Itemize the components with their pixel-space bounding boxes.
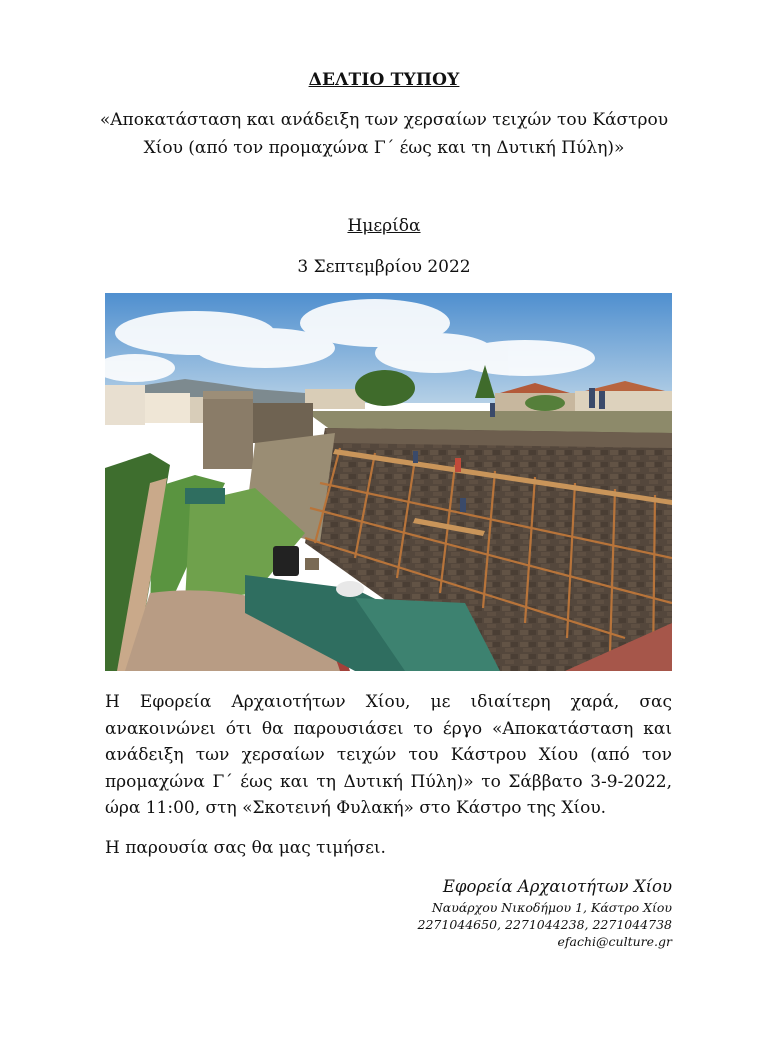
signature-address: Ναυάρχου Νικοδήμου 1, Κάστρο Χίου: [431, 900, 672, 915]
signature-organization: Εφορεία Αρχαιοτήτων Χίου: [442, 877, 672, 896]
event-type: Ημερίδα: [347, 216, 421, 236]
project-title: [80, 106, 688, 162]
event-date: 3 Σεπτεμβρίου 2022: [297, 257, 471, 277]
signature-phones: 2271044650, 2271044238, 2271044738: [417, 917, 672, 932]
closing-line: Η παρουσία σας θα μας τιμήσει.: [105, 838, 386, 858]
signature-email: efachi@culture.gr: [557, 934, 672, 949]
announcement-paragraph: Η Εφορεία Αρχαιοτήτων Χίου, με ιδιαίτερη χαρά, σας ανακοινώνει ότι θα παρουσιάσει το έργο «Αποκατάσταση και ανάδειξη των χερσαίων τειχών του Κάστρου Χίου (από τον προμαχώνα Γ΄ έως και τη Δυτική Πύλη)» το Σάββατο 3-9-2022, ώρα 11:00, στη «Σκοτεινή Φυλακή» στο Κάστρο της Χίου.: [105, 692, 672, 818]
castle-wall-photo: [105, 293, 672, 671]
castle-wall-illustration: [105, 293, 672, 671]
signature-block: [418, 875, 672, 950]
project-title-line-1: «Αποκατάσταση και ανάδειξη των χερσαίων τειχών του Κάστρου: [99, 110, 669, 130]
project-title-line-2: Χίου (από τον προμαχώνα Γ΄ έως και τη Δυτική Πύλη)»: [143, 138, 625, 158]
document-heading: ΔΕΛΤΙΟ ΤΥΠΟΥ: [308, 70, 460, 90]
